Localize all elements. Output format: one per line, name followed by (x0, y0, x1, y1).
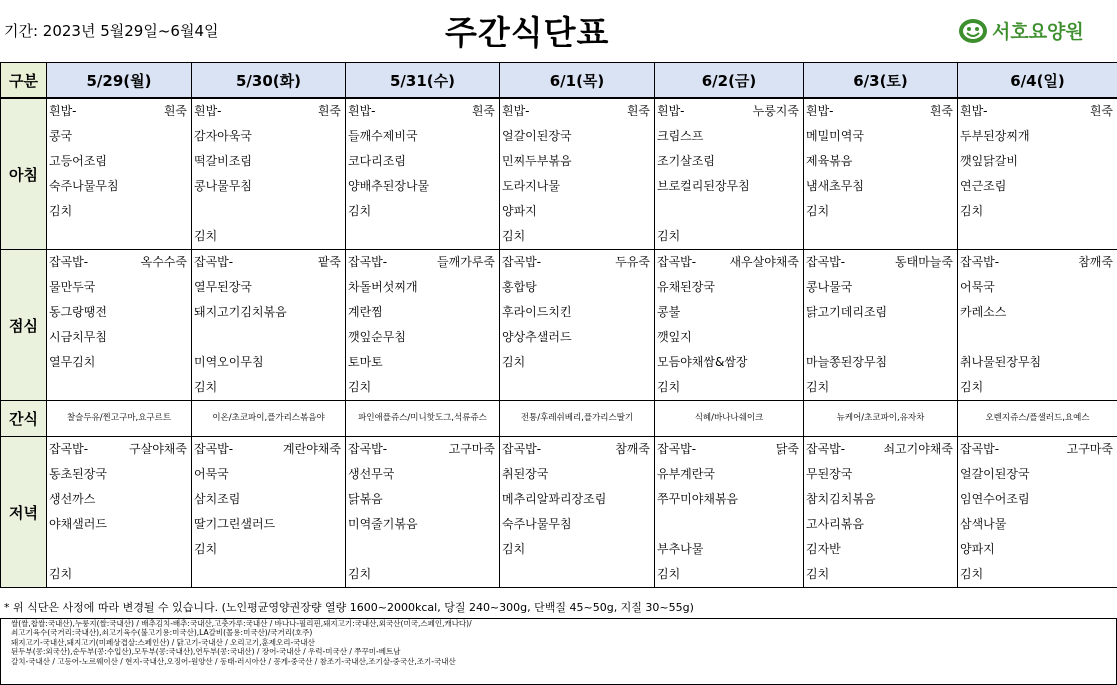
porridge-item: 흰죽 (317, 104, 341, 118)
snack-item: 오렌지쥬스/플샐러드,요예스 (985, 413, 1090, 423)
rice-porridge-line (192, 250, 345, 275)
menu-item: 콩나물무침 (194, 179, 252, 193)
menu-item (655, 199, 803, 224)
menu-cell-lines (500, 437, 654, 587)
rice-porridge-line (346, 99, 499, 124)
menu-cell-snack (804, 401, 958, 437)
menu-item: 양파지 (960, 542, 995, 556)
menu-item: 삼색나물 (960, 517, 1007, 531)
rice-porridge-line (47, 437, 191, 462)
menu-cell-snack (500, 401, 655, 437)
menu-item: 야채샐러드 (49, 517, 107, 531)
day-header: 6/3(토) (804, 63, 958, 99)
menu-cell-dinner (192, 437, 346, 588)
menu-item: 브로컬리된장무침 (657, 179, 750, 193)
menu-item: 임연수어조림 (960, 492, 1030, 506)
menu-item (500, 562, 654, 587)
rice-porridge-line (192, 437, 345, 462)
origin-line: 쌀(쌀,찹쌀:국내산),누룽지(쌀:국내산) / 배추김치-배추:국내산,고춧가루:국내산 / 바나나-필리핀,돼지고기:국내산,외국산(미국,스페인,캐나다)/ (11, 619, 472, 628)
menu-cell-lunch (192, 250, 346, 401)
menu-cell-breakfast (192, 98, 346, 250)
menu-cell-lines (346, 250, 499, 400)
rice-item: 흰밥- (960, 104, 988, 118)
menu-item: 김치 (502, 542, 526, 556)
menu-item: 어묵국 (960, 280, 995, 294)
menu-cell-lines (958, 437, 1117, 587)
menu-item: 김치 (194, 380, 218, 394)
page-title: 주간식단표 (445, 13, 610, 52)
rice-item: 잡곡밥- (194, 255, 234, 269)
porridge-item: 닭죽 (775, 442, 799, 456)
menu-item: 생선까스 (49, 492, 96, 506)
rice-item: 잡곡밥- (502, 442, 542, 456)
organization-name: 서호요양원 (992, 21, 1084, 43)
menu-item: 미역오이무침 (194, 355, 264, 369)
porridge-item: 쇠고기야채죽 (883, 442, 953, 456)
porridge-item: 구살야채죽 (129, 442, 187, 456)
menu-cell-dinner (958, 437, 1117, 588)
rice-porridge-line (346, 437, 499, 462)
menu-item: 모듬야채쌈&쌈장 (657, 355, 748, 369)
menu-item: 크림스프 (657, 129, 704, 143)
menu-cell-lines (804, 99, 957, 249)
menu-item: 토마토 (348, 355, 383, 369)
porridge-item: 흰죽 (163, 104, 187, 118)
menu-item: 김치 (657, 380, 681, 394)
menu-cell-lines (655, 250, 803, 400)
porridge-item: 흰죽 (626, 104, 650, 118)
menu-item: 깻잎순무침 (348, 330, 406, 344)
menu-item: 깻잎지 (657, 330, 692, 344)
menu-cell-dinner (500, 437, 655, 588)
rice-item: 흰밥- (502, 104, 530, 118)
porridge-item: 계란야채죽 (283, 442, 341, 456)
menu-item: 얼갈이된장국 (502, 129, 572, 143)
menu-item: 김치 (49, 567, 73, 581)
menu-cell-lines (958, 250, 1117, 400)
menu-item: 김치 (194, 542, 218, 556)
menu-item: 계란찜 (348, 305, 383, 319)
porridge-item: 고구마죽 (448, 442, 495, 456)
menu-item: 차돌버섯찌개 (348, 280, 418, 294)
menu-item: 떡갈비조림 (194, 154, 252, 168)
menu-cell-dinner (655, 437, 804, 588)
porridge-item: 참깨죽 (615, 442, 650, 456)
porridge-item: 동태마늘죽 (895, 255, 953, 269)
menu-cell-lines (500, 250, 654, 400)
menu-item: 쭈꾸미야채볶음 (657, 492, 739, 506)
menu-item: 유부계란국 (657, 467, 715, 481)
menu-item: 메추리알꽈리장조림 (502, 492, 607, 506)
menu-cell-lunch (655, 250, 804, 401)
rice-item: 흰밥- (348, 104, 376, 118)
day-header: 6/4(일) (958, 63, 1117, 99)
rice-item: 흰밥- (806, 104, 834, 118)
menu-item: 김자반 (806, 542, 841, 556)
menu-item: 김치 (960, 567, 984, 581)
menu-cell-lines (804, 250, 957, 400)
rice-item: 잡곡밥- (49, 255, 89, 269)
menu-item: 양파지 (502, 204, 537, 218)
rice-item: 잡곡밥- (960, 255, 1000, 269)
menu-item: 김치 (960, 380, 984, 394)
porridge-item: 들깨가루죽 (437, 255, 495, 269)
rice-item: 잡곡밥- (348, 442, 388, 456)
menu-cell-snack (655, 401, 804, 437)
menu-cell-lines (192, 437, 345, 587)
rice-item: 잡곡밥- (502, 255, 542, 269)
porridge-item: 누룽지죽 (752, 104, 799, 118)
menu-item: 양배추된장나물 (348, 179, 430, 193)
snack-item: 식혜/바나나쉐이크 (694, 413, 764, 423)
menu-item: 콩국 (49, 129, 73, 143)
menu-item: 양상추샐러드 (502, 330, 572, 344)
menu-item: 콩불 (657, 305, 681, 319)
day-header: 6/1(목) (500, 63, 655, 99)
menu-item: 취된장국 (502, 467, 549, 481)
menu-item: 콩나물국 (806, 280, 853, 294)
rice-item: 흰밥- (194, 104, 222, 118)
snack-item: 파인애플쥬스/미니핫도그,석류쥬스 (358, 413, 487, 423)
menu-item: 닭볶음 (348, 492, 383, 506)
snack-item: 찰슬두유/찐고구마,요구르트 (66, 413, 172, 423)
menu-item (47, 375, 191, 400)
rice-item: 잡곡밥- (806, 255, 846, 269)
meal-label-breakfast: 아침 (1, 98, 47, 250)
rice-porridge-line (655, 250, 803, 275)
menu-cell-lunch (958, 250, 1117, 401)
menu-cell-lines (47, 437, 191, 587)
rice-porridge-line (47, 99, 191, 124)
menu-cell-lines (47, 250, 191, 400)
rice-item: 잡곡밥- (194, 442, 234, 456)
day-header: 5/29(월) (47, 63, 192, 99)
menu-item: 김치 (806, 567, 830, 581)
meal-label-snack: 간식 (1, 401, 47, 437)
organization-brand (958, 17, 1084, 44)
rice-porridge-line (804, 437, 957, 462)
menu-item (47, 224, 191, 249)
menu-cell-lines (500, 99, 654, 249)
origin-line: 쇠고기육수(국거리:국내산),쇠고기육수(불고기용:미국산),LA갈비(몰용:미국산)/국거리(호주) (11, 628, 313, 638)
menu-item: 닭고기데리조림 (806, 305, 888, 319)
menu-cell-breakfast (804, 98, 958, 250)
porridge-item: 참깨죽 (1078, 255, 1113, 269)
rice-porridge-line (958, 250, 1117, 275)
rice-porridge-line (655, 437, 803, 462)
menu-item: 김치 (502, 229, 526, 243)
menu-item: 어묵국 (194, 467, 229, 481)
menu-item: 열무된장국 (194, 280, 252, 294)
menu-item (192, 562, 345, 587)
menu-item (655, 512, 803, 537)
origin-info-box (0, 618, 1117, 685)
menu-item: 미역줄기볶음 (348, 517, 418, 531)
menu-item: 시금치무침 (49, 330, 107, 344)
meal-label-lunch: 점심 (1, 250, 47, 401)
menu-cell-snack (47, 401, 192, 437)
menu-item (346, 537, 499, 562)
menu-item: 깻잎닭갈비 (960, 154, 1018, 168)
menu-item: 코다리조림 (348, 154, 406, 168)
menu-item (804, 224, 957, 249)
menu-item (192, 325, 345, 350)
rice-porridge-line (958, 437, 1117, 462)
menu-item: 김치 (348, 204, 372, 218)
menu-cell-snack (958, 401, 1117, 437)
category-header: 구분 (1, 63, 47, 99)
menu-cell-lines (346, 99, 499, 249)
menu-item: 숙주나물무침 (502, 517, 572, 531)
menu-cell-dinner (346, 437, 500, 588)
weekly-menu-table (0, 62, 1117, 588)
organization-logo-icon (958, 18, 988, 44)
menu-item: 김치 (348, 567, 372, 581)
menu-item: 부추나물 (657, 542, 704, 556)
menu-item: 김치 (502, 355, 526, 369)
porridge-item: 옥수수죽 (140, 255, 187, 269)
menu-item: 김치 (49, 204, 73, 218)
menu-cell-lines (958, 99, 1117, 249)
menu-cell-lunch (47, 250, 192, 401)
rice-porridge-line (500, 99, 654, 124)
menu-item (958, 325, 1117, 350)
menu-item: 제육볶음 (806, 154, 853, 168)
menu-item: 숙주나물무침 (49, 179, 119, 193)
menu-item: 돼지고기김치볶음 (194, 305, 287, 319)
rice-porridge-line (804, 99, 957, 124)
menu-item: 고등어조림 (49, 154, 107, 168)
menu-item (192, 199, 345, 224)
rice-porridge-line (47, 250, 191, 275)
meal-label-dinner: 저녁 (1, 437, 47, 588)
menu-item: 감자아욱국 (194, 129, 252, 143)
menu-item: 얼갈이된장국 (960, 467, 1030, 481)
menu-cell-lines (346, 437, 499, 587)
origin-line: 갈치-국내산 / 고등어-노르웨이산 / 현지-국내산,오징어-원양산 / 동태-러시아산 / 꽁게-중국산 / 참조기-국내산,조기살-중국산,조기-국내산 (11, 656, 456, 666)
menu-item: 들깨수제비국 (348, 129, 418, 143)
rice-item: 흰밥- (49, 104, 77, 118)
day-header: 6/2(금) (655, 63, 804, 99)
menu-item: 생선무국 (348, 467, 395, 481)
menu-item: 김치 (194, 229, 218, 243)
menu-item: 도라지나물 (502, 179, 560, 193)
menu-cell-lines (655, 99, 803, 249)
menu-cell-lines (655, 437, 803, 587)
rice-porridge-line (500, 250, 654, 275)
porridge-item: 새우살야채죽 (729, 255, 799, 269)
snack-item: 뉴케어/초코파이,유자차 (836, 413, 925, 423)
menu-cell-lines (192, 99, 345, 249)
menu-item: 마늘쫑된장무침 (806, 355, 888, 369)
menu-item: 김치 (960, 204, 984, 218)
origin-line: 된두부(콩:외국산),순두부(콩:수입산),모두부(콩:국내산),연두부(콩:국내산) / 장어-국내산 / 우럭-미국산 / 쭈꾸미-베트남 (11, 647, 401, 657)
menu-item: 김치 (657, 229, 681, 243)
rice-item: 잡곡밥- (657, 442, 697, 456)
menu-item (804, 325, 957, 350)
menu-note: * 위 식단은 사정에 따라 변경될 수 있습니다. (노인평균영양권장량 열량 1600~2000kcal, 당질 240~300g, 단백질 45~50g, 지질 30~55g) (4, 601, 694, 614)
menu-item: 동초된장국 (49, 467, 107, 481)
header-bar (0, 0, 1117, 60)
rice-item: 잡곡밥- (657, 255, 697, 269)
menu-item: 민찌두부볶음 (502, 154, 572, 168)
menu-cell-breakfast (655, 98, 804, 250)
menu-cell-lines (192, 250, 345, 400)
menu-item: 참치김치볶음 (806, 492, 876, 506)
snack-item: 전통/후레쉬베리,플가리스딸기 (520, 413, 634, 423)
menu-item (346, 224, 499, 249)
menu-cell-lunch (804, 250, 958, 401)
porridge-item: 두유죽 (615, 255, 650, 269)
menu-item: 카레소스 (960, 305, 1007, 319)
menu-cell-breakfast (47, 98, 192, 250)
menu-cell-breakfast (958, 98, 1117, 250)
menu-item: 유채된장국 (657, 280, 715, 294)
menu-item (47, 537, 191, 562)
menu-item: 동그랑땡전 (49, 305, 107, 319)
menu-item: 딸기그린샐러드 (194, 517, 276, 531)
rice-item: 잡곡밥- (348, 255, 388, 269)
menu-item: 고사리볶음 (806, 517, 864, 531)
menu-item: 김치 (806, 380, 830, 394)
menu-item: 김치 (657, 567, 681, 581)
rice-porridge-line (500, 437, 654, 462)
snack-item: 이온/초코파이,플가리스볶음야 (212, 413, 325, 423)
menu-cell-breakfast (500, 98, 655, 250)
menu-item: 후라이드치킨 (502, 305, 572, 319)
rice-porridge-line (655, 99, 803, 124)
menu-cell-breakfast (346, 98, 500, 250)
rice-porridge-line (192, 99, 345, 124)
porridge-item: 흰죽 (471, 104, 495, 118)
menu-item: 냄새초무침 (806, 179, 864, 193)
rice-item: 잡곡밥- (960, 442, 1000, 456)
rice-item: 잡곡밥- (806, 442, 846, 456)
menu-item: 김치 (348, 380, 372, 394)
porridge-item: 고구마죽 (1066, 442, 1113, 456)
porridge-item: 팥죽 (317, 255, 341, 269)
origin-line: 돼지고기-국내산,돼지고기(미페상겹살:스페인산) / 닭고기-국내산 / 오리고기,훈제오리-국내산 (11, 637, 315, 647)
menu-item: 홍합탕 (502, 280, 537, 294)
menu-cell-lunch (500, 250, 655, 401)
menu-item (958, 224, 1117, 249)
rice-porridge-line (804, 250, 957, 275)
menu-item: 삼치조림 (194, 492, 241, 506)
menu-item: 열무김치 (49, 355, 96, 369)
rice-item: 흰밥- (657, 104, 685, 118)
porridge-item: 흰죽 (1089, 104, 1113, 118)
rice-item: 잡곡밥- (49, 442, 89, 456)
rice-porridge-line (958, 99, 1117, 124)
menu-item: 김치 (806, 204, 830, 218)
porridge-item: 흰죽 (929, 104, 953, 118)
menu-cell-snack (192, 401, 346, 437)
rice-porridge-line (346, 250, 499, 275)
menu-period: 기간: 2023년 5월29일~6월4일 (4, 22, 219, 40)
menu-item: 연근조림 (960, 179, 1007, 193)
day-header: 5/30(화) (192, 63, 346, 99)
menu-cell-lines (804, 437, 957, 587)
menu-item: 메밀미역국 (806, 129, 864, 143)
day-header: 5/31(수) (346, 63, 500, 99)
menu-item (500, 375, 654, 400)
menu-item: 조기살조림 (657, 154, 715, 168)
menu-cell-dinner (804, 437, 958, 588)
menu-cell-lines (47, 99, 191, 249)
menu-item: 무된장국 (806, 467, 853, 481)
menu-item: 두부된장찌개 (960, 129, 1030, 143)
menu-cell-lunch (346, 250, 500, 401)
menu-cell-snack (346, 401, 500, 437)
menu-cell-dinner (47, 437, 192, 588)
menu-item: 취나물된장무침 (960, 355, 1042, 369)
menu-item: 물만두국 (49, 280, 96, 294)
